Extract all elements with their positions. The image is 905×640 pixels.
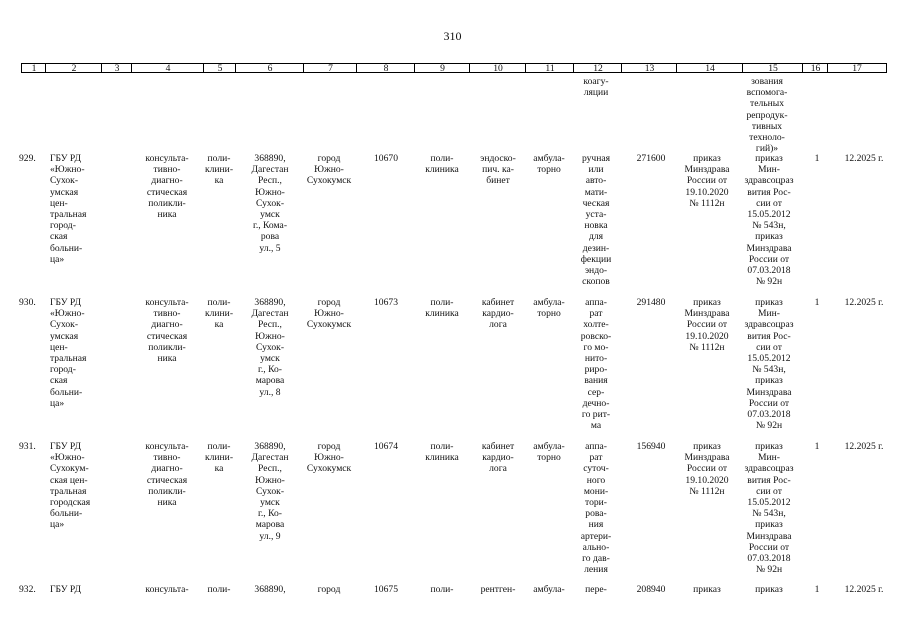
header-col-10: 10 [469, 63, 526, 73]
date-cell: 12.2025 г. [844, 584, 884, 595]
room-cell: рентген- [480, 584, 516, 595]
header-col-15: 15 [742, 63, 803, 73]
price-cell: 271600 [636, 153, 666, 164]
facility-type-cell: консульта- тивно- диагно- стическая поликли- ника [145, 153, 189, 221]
order-cell: приказ [693, 584, 721, 595]
header-col-12: 12 [573, 63, 622, 73]
row-number: 930. [19, 297, 36, 308]
code-cell: 10675 [374, 584, 398, 595]
header-col-5: 5 [203, 63, 236, 73]
page-number: 310 [443, 29, 462, 43]
mode-cell: амбула- [533, 584, 565, 595]
facility-type-cell: консульта- тивно- диагно- стическая поликли- ника [145, 441, 189, 509]
header-col-6: 6 [235, 63, 304, 73]
row-number: 929. [19, 153, 36, 164]
quantity-cell: 1 [814, 441, 820, 452]
subdivision-cell: поли- [207, 584, 231, 595]
basis-cell: приказ Мин- здравсоцраз вития Рос- сии от 15.05.2012 № 543н, приказ Минздрава России от 07.03.2018 № 92н [744, 441, 794, 576]
continuation-equipment-cell: коагу- ляции [583, 76, 609, 99]
city-cell: город Южно- Сухокумск [306, 441, 352, 475]
address-cell: 368890, Дагестан Респ., Южно- Сухок- умск г., Кома- рова ул., 5 [251, 153, 289, 254]
address-cell: 368890, [254, 584, 286, 595]
room-cell: кабинет кардио- лога [481, 297, 515, 331]
city-cell: город Южно- Сухокумск [306, 297, 352, 331]
unit-cell: поли- [430, 584, 454, 595]
equipment-cell: ручная или авто- мати- ческая уста- новка для дезин- фекции эндо- скопов [580, 153, 612, 288]
equipment-cell: пере- [585, 584, 607, 595]
subdivision-cell: поли- клини- ка [204, 297, 234, 331]
header-col-16: 16 [802, 63, 828, 73]
organization-cell: ГБУ РД «Южно- Сухок- умская цен- тральная город- ская больни- ца» [50, 297, 87, 409]
header-col-3: 3 [101, 63, 132, 73]
table-header [21, 63, 887, 73]
header-col-7: 7 [303, 63, 357, 73]
header-col-9: 9 [414, 63, 470, 73]
city-cell: город Южно- Сухокумск [306, 153, 352, 187]
date-cell: 12.2025 г. [844, 297, 884, 308]
header-col-2: 2 [45, 63, 102, 73]
address-cell: 368890, Дагестан Респ., Южно- Сухок- умск г., Ко- марова ул., 9 [251, 441, 289, 542]
price-cell: 208940 [636, 584, 666, 595]
facility-type-cell: консульта- тивно- диагно- стическая поликли- ника [145, 297, 189, 365]
header-col-17: 17 [827, 63, 887, 73]
order-cell: приказ Минздрава России от 19.10.2020 № 1112н [684, 441, 730, 497]
organization-cell: ГБУ РД [50, 584, 82, 595]
basis-cell: приказ [755, 584, 783, 595]
price-cell: 291480 [636, 297, 666, 308]
quantity-cell: 1 [814, 153, 820, 164]
room-cell: эндоско- пич. ка- бинет [480, 153, 516, 187]
date-cell: 12.2025 г. [844, 441, 884, 452]
date-cell: 12.2025 г. [844, 153, 884, 164]
basis-cell: приказ Мин- здравсоцраз вития Рос- сии от 15.05.2012 № 543н, приказ Минздрава России от 07.03.2018 № 92н [744, 297, 794, 432]
header-col-4: 4 [131, 63, 204, 73]
code-cell: 10674 [374, 441, 398, 452]
code-cell: 10673 [374, 297, 398, 308]
quantity-cell: 1 [814, 297, 820, 308]
header-col-11: 11 [525, 63, 574, 73]
organization-cell: ГБУ РД «Южно- Сухокум- ская цен- тральная городская больни- ца» [50, 441, 91, 531]
subdivision-cell: поли- клини- ка [204, 441, 234, 475]
order-cell: приказ Минздрава России от 19.10.2020 № 1112н [684, 297, 730, 353]
header-col-13: 13 [621, 63, 677, 73]
unit-cell: поли- клиника [425, 153, 459, 176]
unit-cell: поли- клиника [425, 297, 459, 320]
quantity-cell: 1 [814, 584, 820, 595]
header-col-8: 8 [356, 63, 415, 73]
address-cell: 368890, Дагестан Респ., Южно- Сухок- умск г., Ко- марова ул., 8 [251, 297, 289, 398]
subdivision-cell: поли- клини- ка [204, 153, 234, 187]
organization-cell: ГБУ РД «Южно- Сухок- умская цен- тральная город- ская больни- ца» [50, 153, 87, 265]
price-cell: 156940 [636, 441, 666, 452]
continuation-basis-cell: зования вспомога- тельных репродук- тивных техноло- гий)» [746, 76, 788, 155]
row-number: 931. [19, 441, 36, 452]
room-cell: кабинет кардио- лога [481, 441, 515, 475]
row-number: 932. [19, 584, 36, 595]
basis-cell: приказ Мин- здравсоцраз вития Рос- сии от 15.05.2012 № 543н, приказ Минздрава России от 07.03.2018 № 92н [744, 153, 794, 288]
header-col-14: 14 [676, 63, 743, 73]
mode-cell: амбула- торно [533, 441, 565, 464]
equipment-cell: аппа- рат суточ- ного мони- тори- рова- ния артери- ально- го дав- ления [580, 441, 612, 576]
mode-cell: амбула- торно [533, 153, 565, 176]
unit-cell: поли- клиника [425, 441, 459, 464]
city-cell: город [317, 584, 341, 595]
facility-type-cell: консульта- [145, 584, 189, 595]
order-cell: приказ Минздрава России от 19.10.2020 № 1112н [684, 153, 730, 209]
equipment-cell: аппа- рат холте- ровско- го мо- нито- риро- вания сер- дечно- го рит- ма [580, 297, 612, 432]
code-cell: 10670 [374, 153, 398, 164]
mode-cell: амбула- торно [533, 297, 565, 320]
header-col-1: 1 [21, 63, 46, 73]
